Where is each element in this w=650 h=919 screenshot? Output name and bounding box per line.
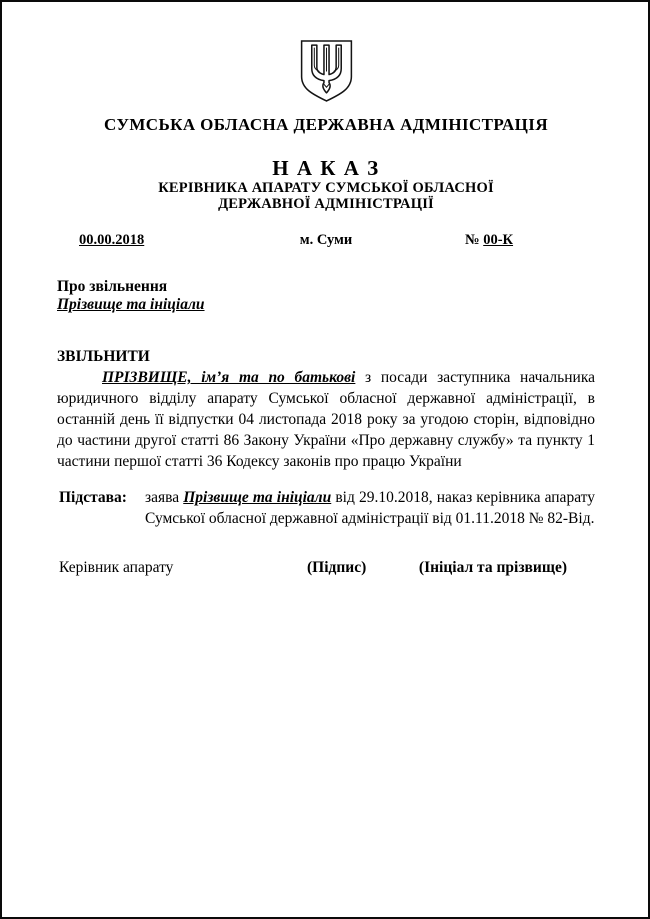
order-paragraph <box>57 367 595 472</box>
signature-role: Керівник апарату <box>59 559 174 576</box>
number-value: 00-К <box>483 232 514 248</box>
ukraine-trident-shield-icon <box>298 90 355 107</box>
order-text: з посади заступника начальника юридичного відділу апарату Сумської обласної державної адміністрації, в останній день її відпустки 04 листопада 2018 року за угодою сторін, відповідно до частини другої статті 86 Закону України «Про державну службу» та пункту 1 частини першої статті 36 Кодексу законів про працю України <box>57 369 595 470</box>
basis-text-pre: заява <box>145 489 184 506</box>
subject-line: Про звільнення <box>57 278 168 295</box>
signature-placeholder: (Підпис) <box>307 559 367 576</box>
basis-label: Підстава: <box>59 489 127 506</box>
document-type-title: Н А К А З <box>272 156 380 180</box>
signature-row <box>57 559 595 579</box>
issuer-line-1: КЕРІВНИКА АПАРАТУ СУМСЬКОЇ ОБЛАСНОЇ <box>158 180 494 196</box>
issuer-line-2: ДЕРЖАВНОЇ АДМІНІСТРАЦІЇ <box>218 196 434 212</box>
subject-block <box>57 278 595 313</box>
order-action: ЗВІЛЬНИТИ <box>57 348 150 365</box>
basis-paragraph <box>57 487 595 529</box>
document-number <box>465 232 513 249</box>
basis-text-post: від 29.10.2018, наказ керівника апарату Сумської обласної державної адміністрації від 01.11.2018 № 82-Від. <box>145 489 595 527</box>
document-city: м. Суми <box>299 232 353 248</box>
signature-name-placeholder: (Ініціал та прізвище) <box>418 559 567 576</box>
order-block <box>57 346 595 472</box>
document-date: 00.00.2018 <box>79 232 145 248</box>
emblem-container <box>57 39 595 103</box>
subject-person-placeholder: Прізвище та ініціали <box>57 295 205 313</box>
number-sign: № <box>465 232 484 248</box>
organization-name: СУМСЬКА ОБЛАСНА ДЕРЖАВНА АДМІНІСТРАЦІЯ <box>104 115 548 134</box>
meta-row <box>57 232 595 250</box>
order-person-placeholder: ПРІЗВИЩЕ, ім’я та по батькові <box>102 369 356 386</box>
basis-person-placeholder: Прізвище та ініціали <box>183 489 332 506</box>
